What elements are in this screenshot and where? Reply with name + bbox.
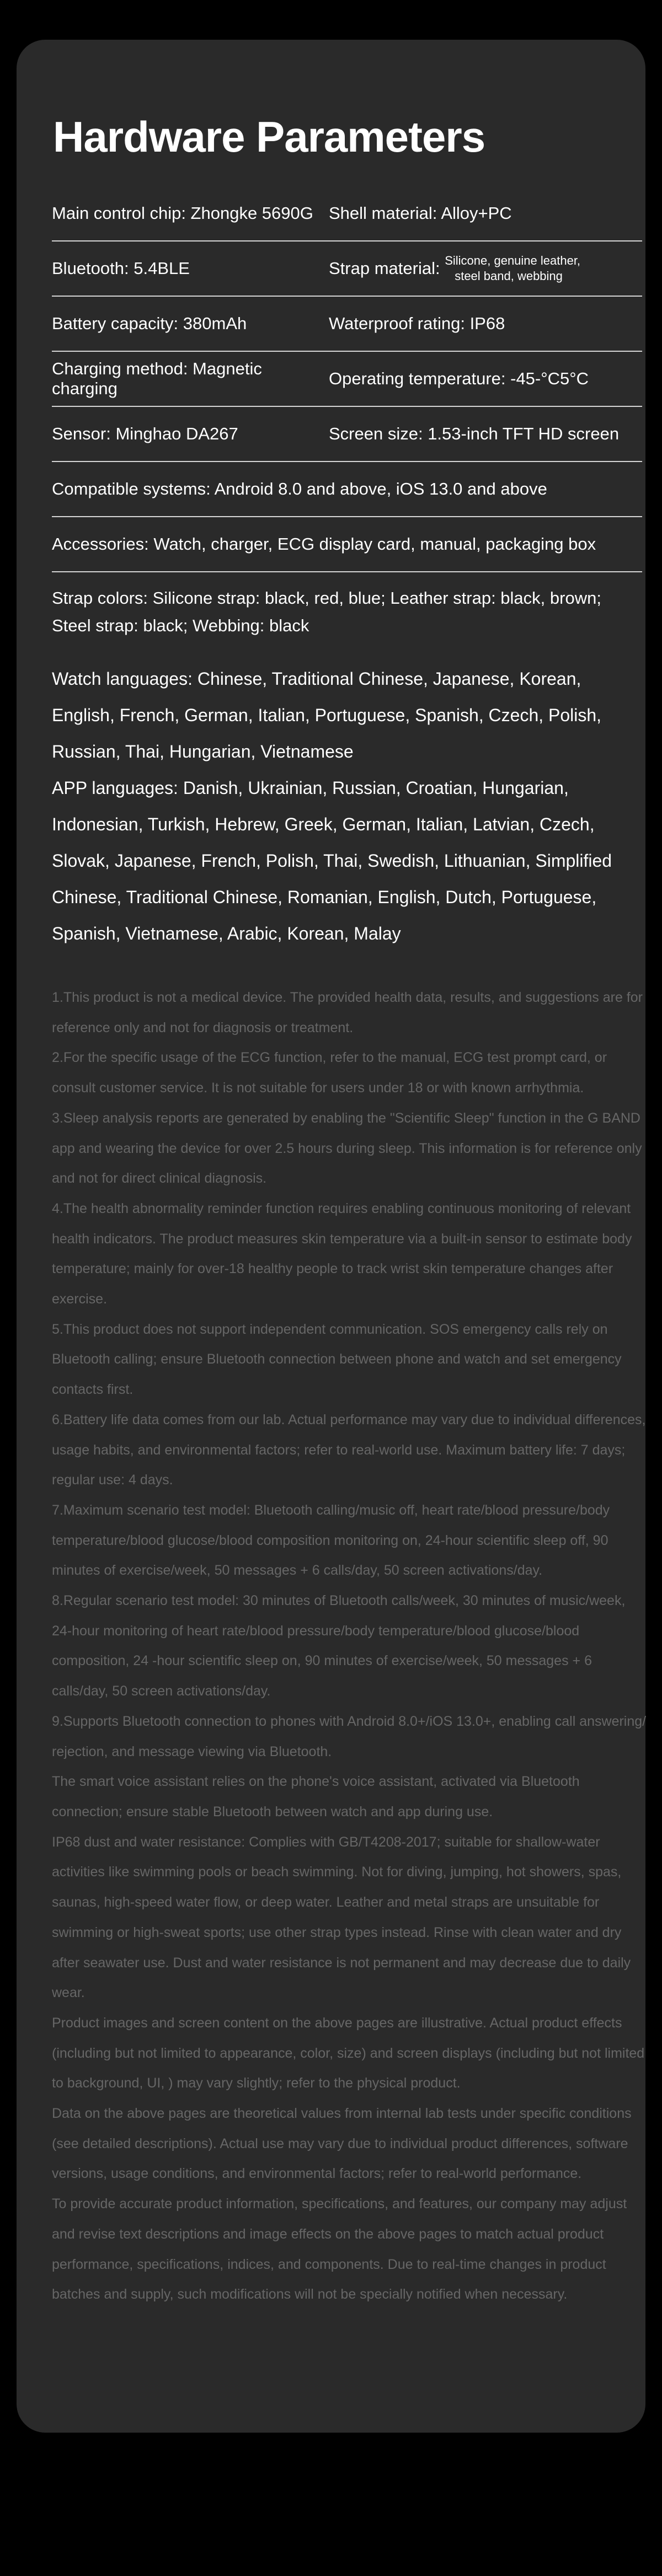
page-title: Hardware Parameters (53, 112, 485, 161)
note-item: 8.Regular scenario test model: 30 minutes of Bluetooth calls/week, 30 minutes of music/week, 24-hour monitoring of heart rate/blood pressure/body temperature/blood glucose/blood composition, 24 -hour scientific sleep on, 90 minutes of exercise/week, 50 messages + 6 calls/day, 50 screen activations/day. (52, 1593, 626, 1699)
param-compatible-systems: Compatible systems: Android 8.0 and above, iOS 13.0 and above (52, 479, 547, 498)
note-item: To provide accurate product information, specifications, and features, our company may adjust and revise text descriptions and image effects on the above pages to match actual product performance, specifications, indices, and components. Due to real-time changes in product batches and supply, such modifications will not be specially notified when necessary. (52, 2196, 627, 2303)
note-item: 1.This product is not a medical device. The provided health data, results, and suggestions are for reference only and not for diagnosis or treatment. (52, 990, 643, 1035)
note-item: 4.The health abnormality reminder function requires enabling continuous monitoring of relevant health indicators. The product measures skin temperature via a built-in sensor to estimate body temperature; mainly for over-18 healthy people to track wrist skin temperature changes after exercise. (52, 1200, 632, 1307)
watch-languages: Watch languages: Chinese, Traditional Chinese, Japanese, Korean, English, French, German, Italian, Portuguese, Spanish, Czech, Polish, Russian, Thai, Hungarian, Vietnamese (52, 669, 602, 761)
param-charging: Charging method: Magnetic charging (52, 359, 262, 398)
note-item: IP68 dust and water resistance: Complies with GB/T4208-2017; suitable for shallow-water activities like swimming pools or beach swimming. Not for diving, jumping, hot showers, spas, saunas, high-speed water flow, or deep water. Leather and metal straps are unsuitable for swimming or high-sweat sports; use other strap types instead. Rinse with clean water and dry after seawater use. Dust and water resistance is not permanent and may decrease due to daily wear. (52, 1834, 631, 2001)
param-row (52, 242, 642, 297)
note-item: The smart voice assistant relies on the phone's voice assistant, activated via Bluetooth connection; ensure stable Bluetooth between watch and app during use. (52, 1774, 580, 1820)
note-item: Data on the above pages are theoretical values from internal lab tests under specific conditions (see detailed descriptions). Actual use may vary due to individual product differences, software versions, usage conditions, and environmental factors; refer to real-world performance. (52, 2106, 632, 2182)
hardware-parameters-card (17, 40, 645, 2433)
param-screen-size: Screen size: 1.53-inch TFT HD screen (329, 424, 620, 443)
param-row (52, 407, 642, 462)
param-row (52, 352, 642, 407)
param-row (52, 517, 642, 572)
strap-colors-line2: Steel strap: black; Webbing: black (52, 616, 309, 635)
parameters-table (39, 186, 642, 952)
param-row (52, 297, 642, 352)
strap-material-value (445, 253, 580, 284)
param-battery: Battery capacity: 380mAh (52, 314, 247, 333)
strap-colors-line1: Strap colors: Silicone strap: black, red, blue; Leather strap: black, brown; (52, 588, 601, 608)
strap-material-line1: Silicone, genuine leather, (445, 254, 581, 267)
param-row (52, 462, 642, 517)
param-accessories: Accessories: Watch, charger, ECG display card, manual, packaging box (52, 534, 596, 554)
param-strap-colors (52, 572, 642, 634)
note-item: 3.Sleep analysis reports are generated by enabling the "Scientific Sleep" function in the G BAND app and wearing the device for over 2.5 hours during sleep. This information is for reference only and not for direct clinical diagnosis. (52, 1110, 642, 1187)
param-waterproof: Waterproof rating: IP68 (329, 314, 505, 333)
app-languages: APP languages: Danish, Ukrainian, Russian, Croatian, Hungarian, Indonesian, Turkish, Hebrew, Greek, German, Italian, Latvian, Czech, Slovak, Japanese, French, Polish, Thai, Swedish, Lithuanian, Simplified Chinese, Traditional Chinese, Romanian, English, Dutch, Portuguese, Spanish, Vietnamese, Arabic, Korean, Malay (52, 778, 612, 943)
note-item: Product images and screen content on the above pages are illustrative. Actual product effects (including but not limited to appearance, color, size) and screen displays (including but not limited to background, UI, ) may vary slightly; refer to the physical product. (52, 2015, 645, 2091)
note-item: 6.Battery life data comes from our lab. Actual performance may vary due to individual differences, usage habits, and environmental factors; refer to real-world use. Maximum battery life: 7 days; regular use: 4 days. (52, 1412, 646, 1488)
note-item: 7.Maximum scenario test model: Bluetooth calling/music off, heart rate/blood pressure/body temperature/blood glucose/blood composition monitoring on, 24-hour scientific sleep off, 90 minutes of exercise/week, 50 messages + 6 calls/day, 50 screen activations/day. (52, 1502, 610, 1579)
param-bluetooth: Bluetooth: 5.4BLE (52, 259, 190, 278)
param-main-chip: Main control chip: Zhongke 5690G (52, 203, 313, 223)
strap-material-label: Strap material: (329, 259, 440, 278)
param-operating-temp: Operating temperature: -45-°C5°C (329, 369, 589, 388)
languages-section (52, 661, 642, 952)
disclaimer-notes (39, 983, 648, 2310)
strap-material-line2: steel band, webbing (455, 269, 563, 283)
param-row (52, 186, 642, 242)
param-sensor: Sensor: Minghao DA267 (52, 424, 238, 443)
param-strap-material (329, 253, 642, 284)
note-item: 5.This product does not support independent communication. SOS emergency calls rely on Bluetooth calling; ensure Bluetooth connection between phone and watch and set emergency contacts first. (52, 1321, 622, 1398)
note-item: 9.Supports Bluetooth connection to phones with Android 8.0+/iOS 13.0+, enabling call answering/ rejection, and message viewing via Bluetooth. (52, 1713, 647, 1759)
note-item: 2.For the specific usage of the ECG function, refer to the manual, ECG test prompt card, or consult customer service. It is not suitable for users under 18 or with known arrhythmia. (52, 1050, 607, 1096)
param-shell-material: Shell material: Alloy+PC (329, 203, 512, 223)
